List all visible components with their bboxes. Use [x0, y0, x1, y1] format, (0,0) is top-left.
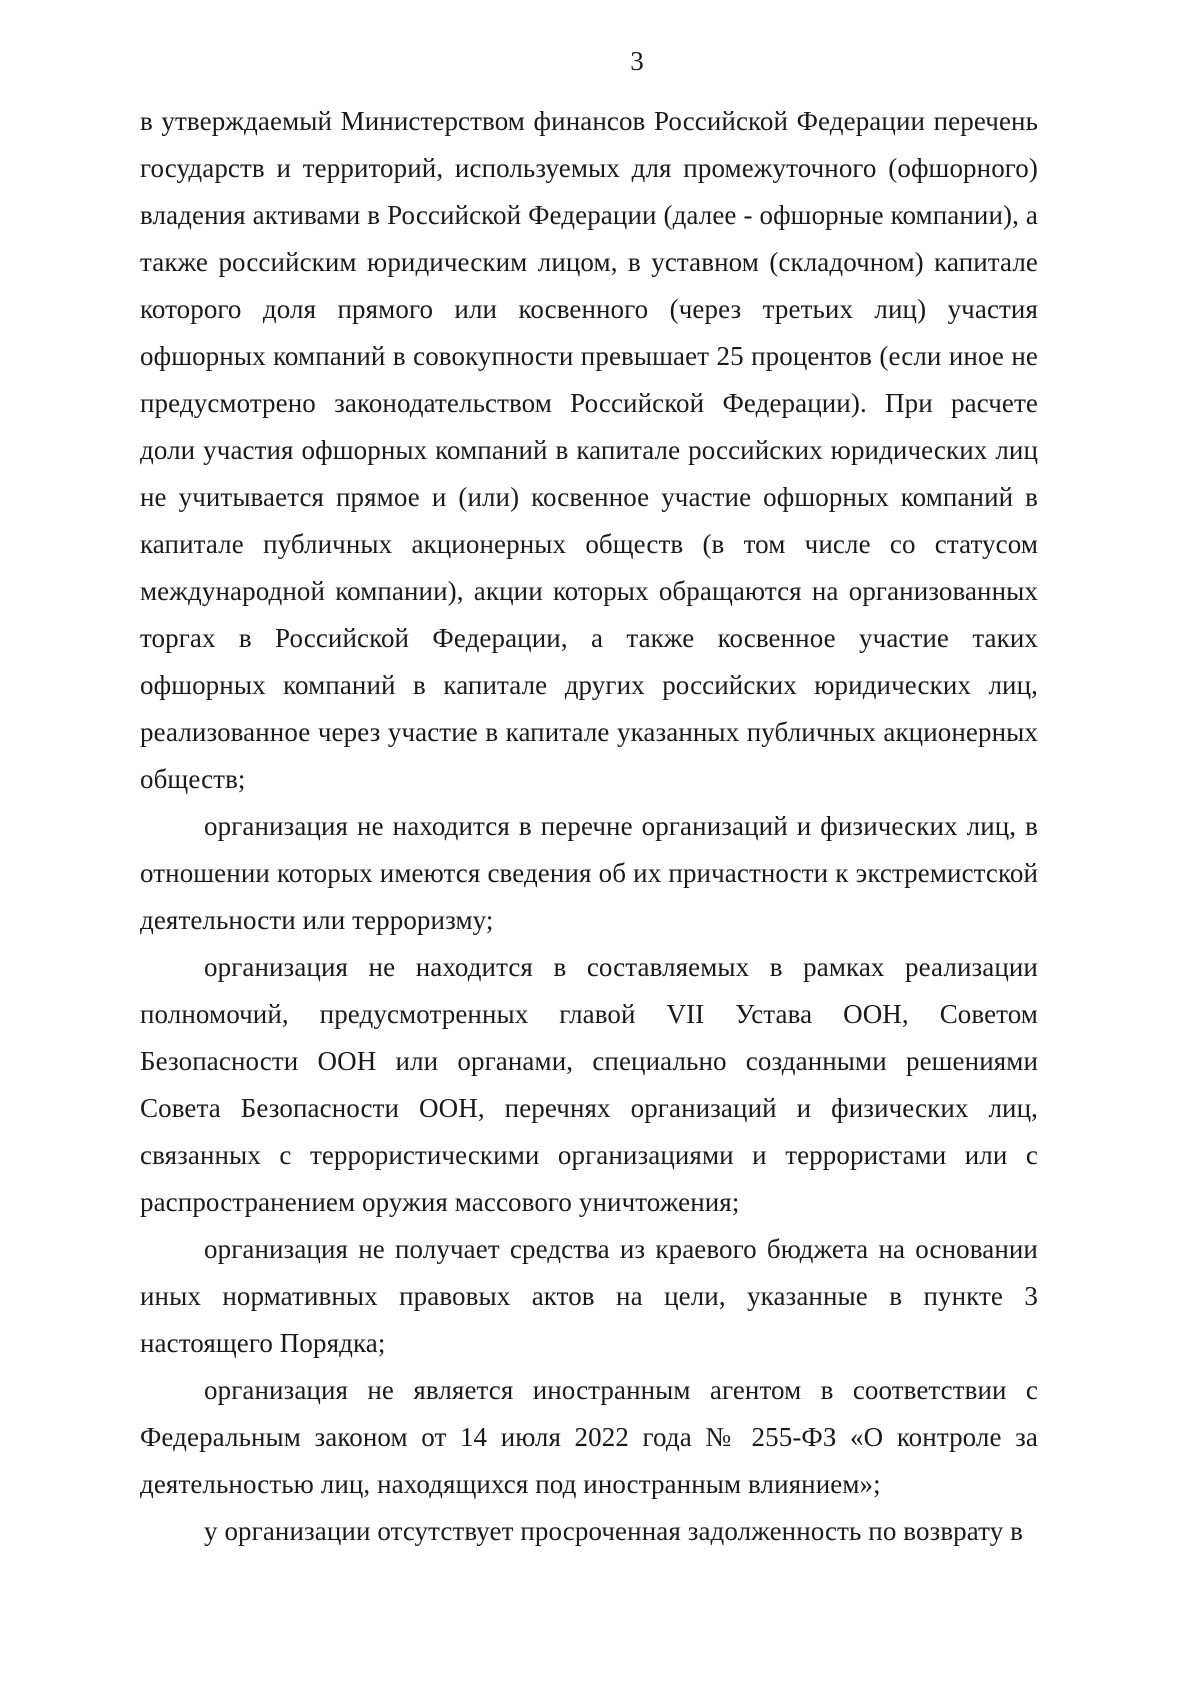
paragraph-overdue-debt: у организации отсутствует просроченная задолженность по возврату в — [204, 1516, 1023, 1546]
paragraph-regional-budget-funds: организация не получает средства из краевого бюджета на основании иных нормативных правовых актов на цели, указанные в пункте 3 настоящего Порядка; — [140, 1234, 1038, 1358]
document-body — [140, 98, 1038, 1555]
paragraph-extremism-list: организация не находится в перечне организаций и физических лиц, в отношении которых имеются сведения об их причастности к экстремистской деятельности или терроризму; — [140, 811, 1038, 935]
paragraph-un-security-council-lists: организация не находится в составляемых в рамках реализации полномочий, предусмотренных главой VII Устава ООН, Советом Безопасности ООН или органами, специально созданными решениями Совета Безопасности ООН, перечнях организаций и физических лиц, связанных с террористическими организациями и террористами или с распространением оружия массового уничтожения; — [140, 952, 1038, 1217]
paragraph-foreign-agent: организация не является иностранным агентом в соответствии с Федеральным законом от 14 июля 2022 года № 255-ФЗ «О контроле за деятельностью лиц, находящихся под иностранным влиянием»; — [140, 1375, 1038, 1499]
page-number: 3 — [630, 46, 644, 76]
paragraph-offshore-companies: в утверждаемый Министерством финансов Российской Федерации перечень государств и территорий, используемых для промежуточного (офшорного) владения активами в Российской Федерации (далее - офшорные компании), а также российским юридическим лицом, в уставном (складочном) капитале которого доля прямого или косвенного (через третьих лиц) участия офшорных компаний в совокупности превышает 25 процентов (если иное не предусмотрено законодательством Российской Федерации). При расчете доли участия офшорных компаний в капитале российских юридических лиц не учитывается прямое и (или) косвенное участие офшорных компаний в капитале публичных акционерных обществ (в том числе со статусом международной компании), акции которых обращаются на организованных торгах в Российской Федерации, а также косвенное участие таких офшорных компаний в капитале других российских юридических лиц, реализованное через участие в капитале указанных публичных акционерных обществ; — [140, 106, 1038, 794]
